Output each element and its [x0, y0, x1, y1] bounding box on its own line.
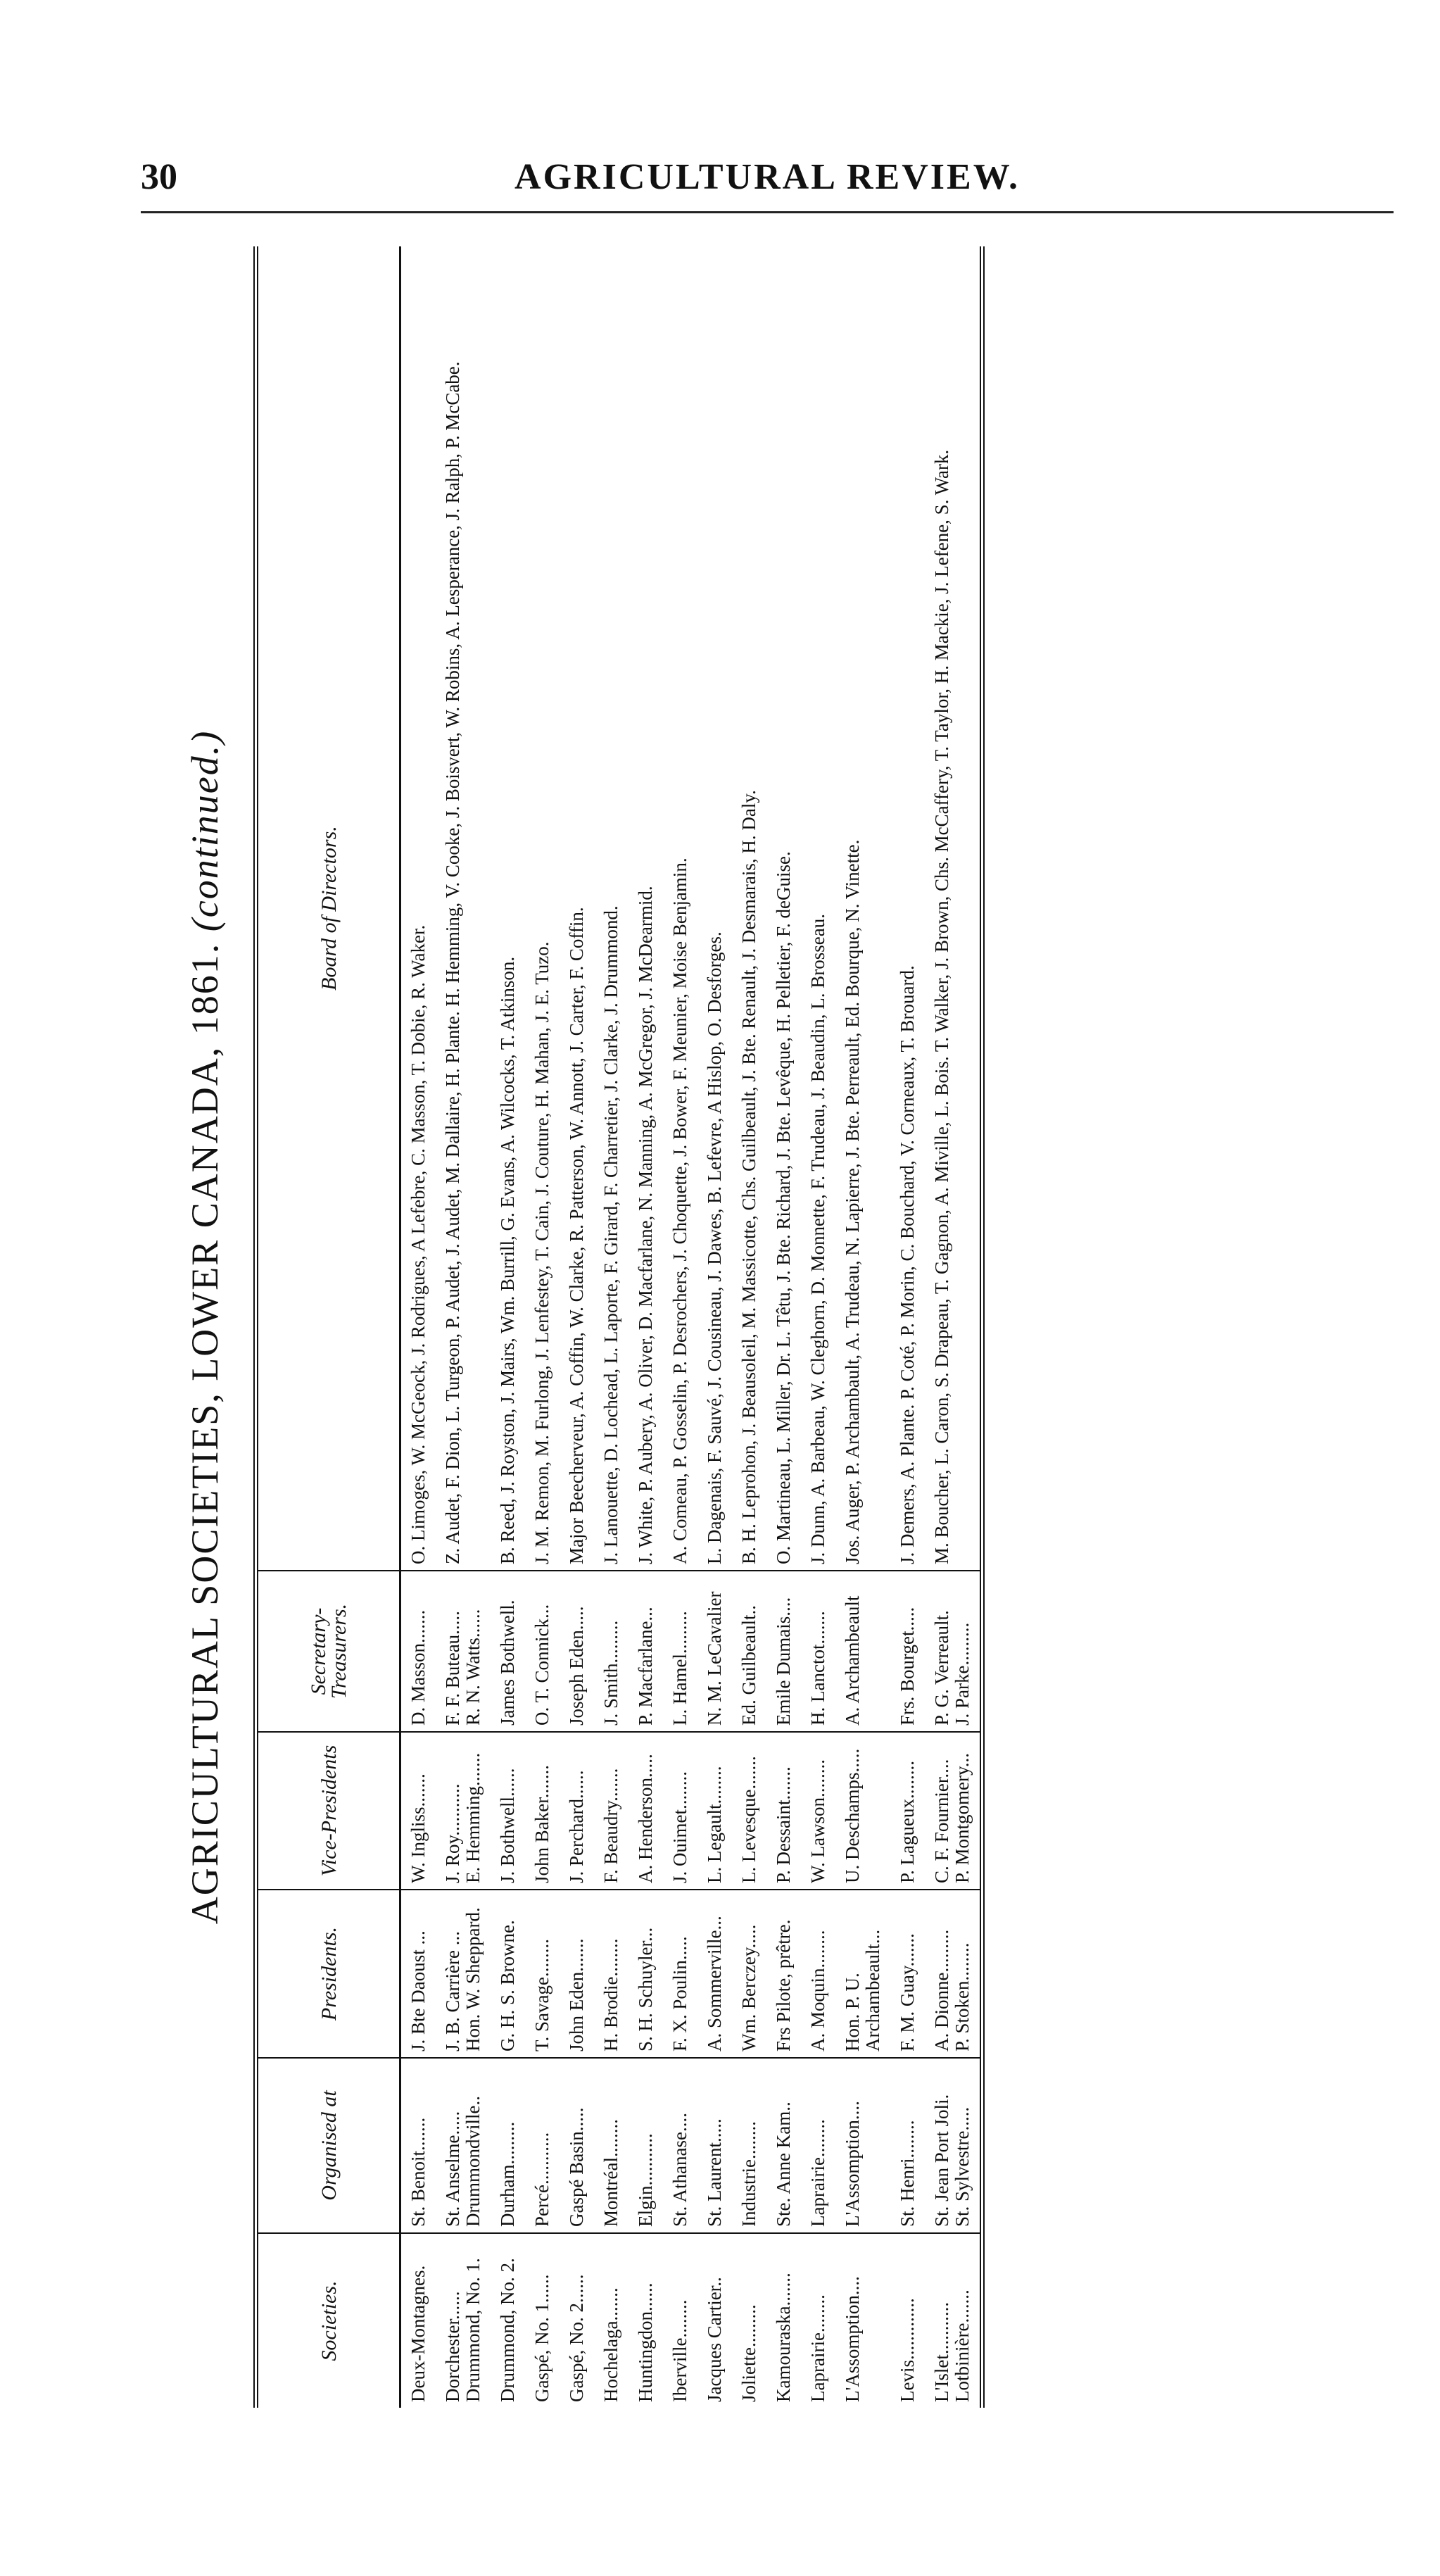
- cell-society: Huntingdon......: [629, 2233, 663, 2408]
- cell-society: Dorchester...... Drummond, No. 1.: [436, 2233, 491, 2408]
- cell-president: A. Moquin........: [801, 1890, 835, 2058]
- cell-president: G. H. S. Browne.: [491, 1890, 525, 2058]
- cell-secretary-treasurer: P. Macfarlane...: [629, 1571, 663, 1732]
- cell-organised-at: St. Athanase....: [663, 2058, 697, 2233]
- header-rule: [141, 211, 1394, 213]
- cell-president: Frs Pilote, prêtre.: [766, 1890, 801, 2058]
- cell-vice-president: J. Bothwell......: [491, 1732, 525, 1890]
- cell-president: A. Sommerville...: [697, 1890, 732, 2058]
- cell-board: A. Comeau, P. Gosselin, P. Desrochers, J. Choquette, J. Bower, F. Meunier, Moise Benjamin.: [669, 857, 690, 1564]
- table-row: [732, 246, 766, 2408]
- cell-president: J. Bte Daoust ...: [400, 1890, 436, 2058]
- cell-vice-president: John Baker.......: [525, 1732, 560, 1890]
- cell-president: F. X. Poulin.....: [663, 1890, 697, 2058]
- cell-vice-president: J. Roy........... E. Hemming.......: [436, 1732, 491, 1890]
- col-organised-at: Organised at: [258, 2058, 400, 2233]
- cell-board: O. Martineau, L. Miller, Dr. L. Têtu, J. Bte. Richard, J. Bte. Levêque, H. Pelletier, F. deGuise.: [773, 851, 794, 1564]
- cell-president: A. Dionne......... P. Stoken........: [925, 1890, 980, 2058]
- cell-vice-president: W. Ingliss.......: [400, 1732, 436, 1890]
- cell-organised-at: St. Benoit.......: [400, 2058, 436, 2233]
- societies-table: [258, 246, 980, 2408]
- cell-board: J. M. Remon, M. Furlong, J. Lenfestey, T. Cain, J. Couture, H. Mahan, J. E. Tuzo.: [531, 941, 552, 1564]
- cell-society: Gaspé, No. 2......: [560, 2233, 594, 2408]
- cell-president: John Eden.......: [560, 1890, 594, 2058]
- cell-vice-president: P. Lagueux........: [890, 1732, 925, 1890]
- cell-organised-at: St. Jean Port Joli. St. Sylvestre.....: [925, 2058, 980, 2233]
- cell-board: B. H. Leprohon, J. Beausoleil, M. Massicotte, Chs. Guilbeault, J. Bte. Renault, J. Desmarais, H. Daly.: [738, 790, 759, 1564]
- cell-organised-at: Industrie........: [732, 2058, 766, 2233]
- table-row: [436, 246, 491, 2408]
- cell-society: Iberville........: [663, 2233, 697, 2408]
- cell-board: Z. Audet, F. Dion, L. Turgeon, P. Audet, J. Audet, M. Dallaire, H. Plante. H. Hemming, V. Cooke, J. Boisvert, W. Robins, A. Lesperance, J. Ralph, P. McCabe.: [442, 361, 463, 1564]
- cell-organised-at: Elgin...........: [629, 2058, 663, 2233]
- cell-president: S. H. Schuyler...: [629, 1890, 663, 2058]
- table-caption: [183, 246, 227, 2408]
- cell-board: M. Boucher, L. Caron, S. Drapeau, T. Gagnon, A. Miville, L. Bois. T. Walker, J. Brown, Chs. McCaffery, T. Taylor, H. Mackie, J. Lefene, S. Wark.: [931, 449, 952, 1564]
- cell-secretary-treasurer: N. M. LeCavalier: [697, 1571, 732, 1732]
- cell-society: L'Assomption....: [835, 2233, 890, 2408]
- cell-society: Drummond, No. 2.: [491, 2233, 525, 2408]
- cell-society: Kamouraska.......: [766, 2233, 801, 2408]
- col-board-of-directors: Board of Directors.: [258, 246, 400, 1571]
- table-header-row: [258, 246, 400, 2408]
- col-vice-presidents: Vice-Presidents: [258, 1732, 400, 1890]
- cell-board: J. Dunn, A. Barbeau, W. Cleghorn, D. Monnette, F. Trudeau, J. Beaudin, L. Brosseau.: [807, 913, 828, 1564]
- table-row: [594, 246, 629, 2408]
- cell-secretary-treasurer: L. Hamel.........: [663, 1571, 697, 1732]
- cell-organised-at: St. Henri........: [890, 2058, 925, 2233]
- table-row: [525, 246, 560, 2408]
- cell-board: L. Dagenais, F. Sauvé, J. Cousineau, J. Dawes, B. Lefevre, A Hislop, O. Desforges.: [704, 931, 725, 1564]
- cell-secretary-treasurer: F. F. Buteau..... R. N. Watts......: [436, 1571, 491, 1732]
- cell-organised-at: Laprairie........: [801, 2058, 835, 2233]
- cell-organised-at: Gaspé Basin.....: [560, 2058, 594, 2233]
- table-row: [925, 246, 980, 2408]
- cell-society: Deux-Montagnes.: [400, 2233, 436, 2408]
- cell-board: J. Lanouette, D. Lochead, L. Laporte, F. Girard, F. Charretier, J. Clarke, J. Drummond.: [600, 905, 621, 1564]
- cell-secretary-treasurer: O. T. Connick...: [525, 1571, 560, 1732]
- cell-president: Wm. Berczey.....: [732, 1890, 766, 2058]
- cell-organised-at: Percé...........: [525, 2058, 560, 2233]
- cell-vice-president: A. Henderson.....: [629, 1732, 663, 1890]
- cell-vice-president: U. Deschamps.....: [835, 1732, 890, 1890]
- cell-organised-at: St. Laurent.....: [697, 2058, 732, 2233]
- running-title: AGRICULTURAL REVIEW.: [514, 157, 1020, 197]
- cell-society: Gaspé, No. 1......: [525, 2233, 560, 2408]
- rotated-table-block: [183, 246, 1379, 2408]
- table-row: [835, 246, 890, 2408]
- cell-board: J. Demers, A. Plante. P. Coté, P. Morin, C. Bouchard, V. Corneaux, T. Brouard.: [897, 965, 918, 1564]
- table-row: [697, 246, 732, 2408]
- cell-president: H. Brodie........: [594, 1890, 629, 2058]
- col-presidents: Presidents.: [258, 1890, 400, 2058]
- cell-society: Jacques Cartier..: [697, 2233, 732, 2408]
- table-row: [890, 246, 925, 2408]
- cell-vice-president: F. Beaudry.......: [594, 1732, 629, 1890]
- cell-president: T. Savage........: [525, 1890, 560, 2058]
- caption-suffix: (continued.): [184, 729, 226, 932]
- cell-society: Laprairie........: [801, 2233, 835, 2408]
- cell-board: J. White, P. Aubery, A. Oliver, D. Macfarlane, N. Manning, A. McGregor, J. McDearmid.: [635, 886, 656, 1564]
- cell-vice-president: L. Legault........: [697, 1732, 732, 1890]
- cell-secretary-treasurer: D. Masson.......: [400, 1571, 436, 1732]
- cell-secretary-treasurer: P. G. Verreault. J. Parke.........: [925, 1571, 980, 1732]
- cell-organised-at: Ste. Anne Kam..: [766, 2058, 801, 2233]
- col-societies: Societies.: [258, 2233, 400, 2408]
- page-header: [141, 156, 1394, 206]
- cell-vice-president: P. Dessaint.......: [766, 1732, 801, 1890]
- cell-board: Major Beecherveur, A. Coffin, W. Clarke, R. Patterson, W. Annott, J. Carter, F. Coffin.: [566, 907, 587, 1564]
- cell-society: L'Islet........... Lotbinière.......: [925, 2233, 980, 2408]
- cell-secretary-treasurer: James Bothwell.: [491, 1571, 525, 1732]
- cell-president: F. M. Guay.......: [890, 1890, 925, 2058]
- cell-organised-at: St. Anselme..... Drummondville..: [436, 2058, 491, 2233]
- cell-president: Hon. P. U. Archambeault...: [835, 1890, 890, 2058]
- cell-secretary-treasurer: Frs. Bourget.....: [890, 1571, 925, 1732]
- cell-vice-president: C. F. Fournier.... P. Montgomery...: [925, 1732, 980, 1890]
- cell-vice-president: J. Ouimet........: [663, 1732, 697, 1890]
- table-wrapper: [253, 246, 985, 2408]
- table-row: [400, 246, 436, 2408]
- cell-vice-president: J. Perchard......: [560, 1732, 594, 1890]
- cell-board: Jos. Auger, P. Archambault, A. Trudeau, N. Lapierre, J. Bte. Perreault, Ed. Bourque, N. Vinette.: [842, 839, 863, 1564]
- cell-board: O. Limoges, W. McGeock, J. Rodrigues, A Lefebre, C. Masson, T. Dobie, R. Waker.: [408, 924, 429, 1564]
- cell-secretary-treasurer: Ed. Guilbeault..: [732, 1571, 766, 1732]
- cell-secretary-treasurer: Joseph Eden.....: [560, 1571, 594, 1732]
- cell-society: Hochelaga.......: [594, 2233, 629, 2408]
- cell-organised-at: L'Assomption....: [835, 2058, 890, 2233]
- cell-secretary-treasurer: H. Lanctot.......: [801, 1571, 835, 1732]
- table-row: [491, 246, 525, 2408]
- cell-organised-at: Montréal........: [594, 2058, 629, 2233]
- page-number: 30: [141, 157, 177, 197]
- col-secretary-treasurers: Secretary-Treasurers.: [258, 1571, 400, 1732]
- cell-secretary-treasurer: J. Smith.........: [594, 1571, 629, 1732]
- cell-vice-president: W. Lawson........: [801, 1732, 835, 1890]
- cell-organised-at: Durham.........: [491, 2058, 525, 2233]
- cell-society: Joliette.........: [732, 2233, 766, 2408]
- cell-vice-president: L. Levesque.......: [732, 1732, 766, 1890]
- cell-secretary-treasurer: Emile Dumais....: [766, 1571, 801, 1732]
- caption-text: AGRICULTURAL SOCIETIES, LOWER CANADA, 1861.: [184, 942, 226, 1925]
- cell-president: J. B. Carrière ... Hon. W. Sheppard.: [436, 1890, 491, 2058]
- cell-board: B. Reed, J. Royston, J. Mairs, Wm. Burrill, G. Evans, A. Wilcocks, T. Atkinson.: [497, 956, 518, 1564]
- table-row: [801, 246, 835, 2408]
- table-row: [560, 246, 594, 2408]
- cell-society: Levis.............: [890, 2233, 925, 2408]
- table-row: [663, 246, 697, 2408]
- table-row: [629, 246, 663, 2408]
- cell-secretary-treasurer: A. Archambeault: [835, 1571, 890, 1732]
- table-row: [766, 246, 801, 2408]
